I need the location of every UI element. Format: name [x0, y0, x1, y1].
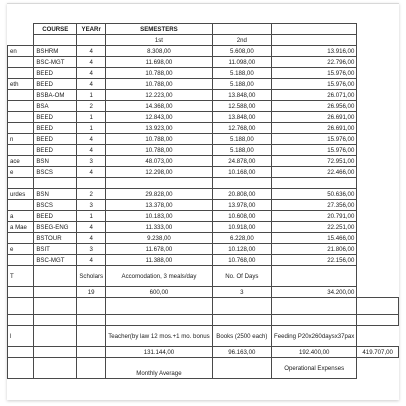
sem1-cell: 14.368,00 [106, 101, 212, 112]
header-sem2: 2nd [212, 35, 271, 46]
sem2-cell: 5.188,00 [212, 79, 271, 90]
accommodation-rate: 600,00 [106, 287, 212, 298]
sem1-cell: 10.788,00 [106, 134, 212, 145]
sem2-cell: 5.188,00 [212, 68, 271, 79]
student-name-cell: urdes [8, 189, 34, 200]
table-row [8, 68, 399, 79]
sem1-cell: 9.238,00 [106, 233, 212, 244]
scholars-name: T [8, 266, 34, 287]
sem2-cell: 24.878,00 [212, 156, 271, 167]
student-name-cell: a [8, 211, 34, 222]
table-row [8, 57, 399, 68]
course-cell: BEED [34, 134, 77, 145]
sem2-cell: 10.168,00 [212, 167, 271, 178]
header-year: YEARr [77, 24, 106, 35]
table-row [8, 46, 399, 57]
sem2-cell: 10.768,00 [212, 255, 271, 266]
books-label: Books (2500 each) [212, 326, 271, 347]
course-cell: BSN [34, 156, 77, 167]
sem1-cell [106, 178, 212, 189]
header-blank [212, 24, 271, 35]
total-cell: 26.691,00 [272, 112, 357, 123]
student-name-cell [8, 90, 34, 101]
table-row [8, 90, 399, 101]
course-cell: BSCS [34, 167, 77, 178]
header-sem1: 1st [106, 35, 212, 46]
header-semesters: SEMESTERS [106, 24, 212, 35]
student-name-cell: eth [8, 79, 34, 90]
student-name-cell [8, 112, 34, 123]
books-value: 96.163,00 [212, 347, 271, 358]
sem1-cell: 12.843,00 [106, 112, 212, 123]
course-cell: BEED [34, 68, 77, 79]
year-cell: 3 [77, 200, 106, 211]
sem2-cell: 10.918,00 [212, 222, 271, 233]
table-row [8, 156, 399, 167]
course-cell: BEED [34, 79, 77, 90]
course-cell: BSEG-ENG [34, 222, 77, 233]
scholars-value-row [8, 287, 399, 298]
spacer-row [8, 315, 399, 326]
total-cell [272, 178, 357, 189]
sem2-cell: 12.768,00 [212, 123, 271, 134]
total-cell: 26.956,00 [272, 101, 357, 112]
table-row [8, 189, 399, 200]
year-cell [77, 178, 106, 189]
table-row [8, 233, 399, 244]
year-cell: 4 [77, 134, 106, 145]
teacher-label: Teacher(by law 12 mos.+1 mo. bonus [106, 326, 212, 347]
days-value: 3 [212, 287, 271, 298]
header-course: COURSE [34, 24, 77, 35]
sem1-cell: 10.183,00 [106, 211, 212, 222]
course-cell [34, 178, 77, 189]
scholars-header-row [8, 266, 399, 287]
sem1-cell: 11.678,00 [106, 244, 212, 255]
course-cell: BSHRM [34, 46, 77, 57]
header-blank [272, 24, 357, 35]
table-row [8, 211, 399, 222]
sem2-cell: 5.188,00 [212, 145, 271, 156]
year-cell: 3 [77, 244, 106, 255]
student-name-cell: e [8, 244, 34, 255]
total-cell: 21.806,00 [272, 244, 357, 255]
student-name-cell [8, 101, 34, 112]
year-cell: 4 [77, 167, 106, 178]
student-name-cell [8, 57, 34, 68]
monthly-average-label: Monthly Average [106, 358, 212, 379]
student-name-cell: e [8, 167, 34, 178]
year-cell: 4 [77, 57, 106, 68]
student-name-cell: ace [8, 156, 34, 167]
course-cell: BSBA-OM [34, 90, 77, 101]
course-cell: BSCS [34, 200, 77, 211]
expenses-footer-row [8, 358, 399, 379]
student-name-cell [8, 200, 34, 211]
sem2-cell: 13.848,00 [212, 112, 271, 123]
tuition-table [7, 23, 399, 379]
table-row [8, 123, 399, 134]
sem2-cell: 10.608,00 [212, 211, 271, 222]
table-row [8, 255, 399, 266]
expenses-name: l [8, 326, 34, 347]
sem1-cell: 8.308,00 [106, 46, 212, 57]
table-row [8, 178, 399, 189]
accommodation-label: Accomodation, 3 meals/day [106, 266, 212, 287]
student-name-cell [8, 68, 34, 79]
sem2-cell: 6.228,00 [212, 233, 271, 244]
total-cell: 22.156,00 [272, 255, 357, 266]
year-cell: 3 [77, 156, 106, 167]
course-cell: BSTOUR [34, 233, 77, 244]
year-cell: 2 [77, 189, 106, 200]
operational-expenses-label: Operational Expenses [272, 358, 357, 379]
sem1-cell: 12.298,00 [106, 167, 212, 178]
table-row [8, 200, 399, 211]
year-cell: 4 [77, 79, 106, 90]
spacer-row [8, 298, 399, 315]
year-cell: 1 [77, 90, 106, 101]
sem2-cell: 11.098,00 [212, 57, 271, 68]
table-row [8, 167, 399, 178]
sem2-cell: 13.848,00 [212, 90, 271, 101]
course-cell: BEED [34, 145, 77, 156]
student-name-cell [8, 233, 34, 244]
sem2-cell: 5.188,00 [212, 134, 271, 145]
expenses-grand-total: 419.707,00 [357, 347, 399, 358]
year-cell: 1 [77, 112, 106, 123]
total-cell: 26.071,00 [272, 90, 357, 101]
sem2-cell: 10.128,00 [212, 244, 271, 255]
table-row [8, 101, 399, 112]
scholars-label: Scholars [77, 266, 106, 287]
course-cell: BSA [34, 101, 77, 112]
table-row [8, 134, 399, 145]
student-name-cell: en [8, 46, 34, 57]
expenses-value-row [8, 347, 399, 358]
total-cell: 20.791,00 [272, 211, 357, 222]
year-cell: 1 [77, 123, 106, 134]
sem2-cell: 13.978,00 [212, 200, 271, 211]
total-cell: 13.916,00 [272, 46, 357, 57]
total-cell: 15.976,00 [272, 145, 357, 156]
total-cell: 15.976,00 [272, 68, 357, 79]
total-cell: 27.356,00 [272, 200, 357, 211]
sem1-cell: 11.333,00 [106, 222, 212, 233]
total-cell: 15.976,00 [272, 134, 357, 145]
year-cell: 4 [77, 255, 106, 266]
year-cell: 4 [77, 68, 106, 79]
table-row [8, 244, 399, 255]
total-cell: 50.636,00 [272, 189, 357, 200]
year-cell: 4 [77, 222, 106, 233]
student-name-cell: a Mae [8, 222, 34, 233]
table-row [8, 79, 399, 90]
sem1-cell: 10.788,00 [106, 68, 212, 79]
year-cell: 2 [77, 101, 106, 112]
table-row [8, 222, 399, 233]
course-cell: BSC-MGT [34, 57, 77, 68]
sem1-cell: 13.378,00 [106, 200, 212, 211]
student-name-cell [8, 145, 34, 156]
year-cell: 4 [77, 46, 106, 57]
total-cell: 72.951,00 [272, 156, 357, 167]
total-cell: 22.251,00 [272, 222, 357, 233]
course-cell: BEED [34, 123, 77, 134]
course-cell: BSC-MGT [34, 255, 77, 266]
table-row [8, 145, 399, 156]
sem2-cell [212, 178, 271, 189]
header-name-cell [8, 24, 34, 35]
sem2-cell: 5.608,00 [212, 46, 271, 57]
feeding-label: Feeding P20x260daysx37pax [272, 326, 357, 347]
teacher-value: 131.144,00 [106, 347, 212, 358]
subheader-row [8, 35, 399, 46]
student-name-cell: n [8, 134, 34, 145]
student-name-cell [8, 255, 34, 266]
year-cell: 4 [77, 233, 106, 244]
days-label: No. Of Days [212, 266, 271, 287]
year-cell: 1 [77, 211, 106, 222]
year-cell: 4 [77, 145, 106, 156]
sem1-cell: 13.923,00 [106, 123, 212, 134]
total-cell: 15.976,00 [272, 79, 357, 90]
course-cell: BSN [34, 189, 77, 200]
total-cell: 26.691,00 [272, 123, 357, 134]
student-name-cell [8, 178, 34, 189]
sem1-cell: 12.223,00 [106, 90, 212, 101]
sem1-cell: 48.073,00 [106, 156, 212, 167]
total-cell: 22.466,00 [272, 167, 357, 178]
scholars-count: 19 [77, 287, 106, 298]
course-cell: BSIT [34, 244, 77, 255]
sem1-cell: 10.788,00 [106, 79, 212, 90]
sem1-cell: 29.828,00 [106, 189, 212, 200]
table-row [8, 112, 399, 123]
course-cell: BEED [34, 112, 77, 123]
student-name-cell [8, 123, 34, 134]
scholars-total: 34.200,00 [272, 287, 357, 298]
sem2-cell: 20.808,00 [212, 189, 271, 200]
header-row [8, 24, 399, 35]
sem1-cell: 11.388,00 [106, 255, 212, 266]
spreadsheet-page [7, 3, 399, 400]
total-cell: 22.796,00 [272, 57, 357, 68]
sem2-cell: 12.588,00 [212, 101, 271, 112]
sem1-cell: 11.698,00 [106, 57, 212, 68]
course-cell: BEED [34, 211, 77, 222]
total-cell: 15.466,00 [272, 233, 357, 244]
expenses-header-row [8, 326, 399, 347]
sem1-cell: 10.788,00 [106, 145, 212, 156]
feeding-value: 192.400,00 [272, 347, 357, 358]
